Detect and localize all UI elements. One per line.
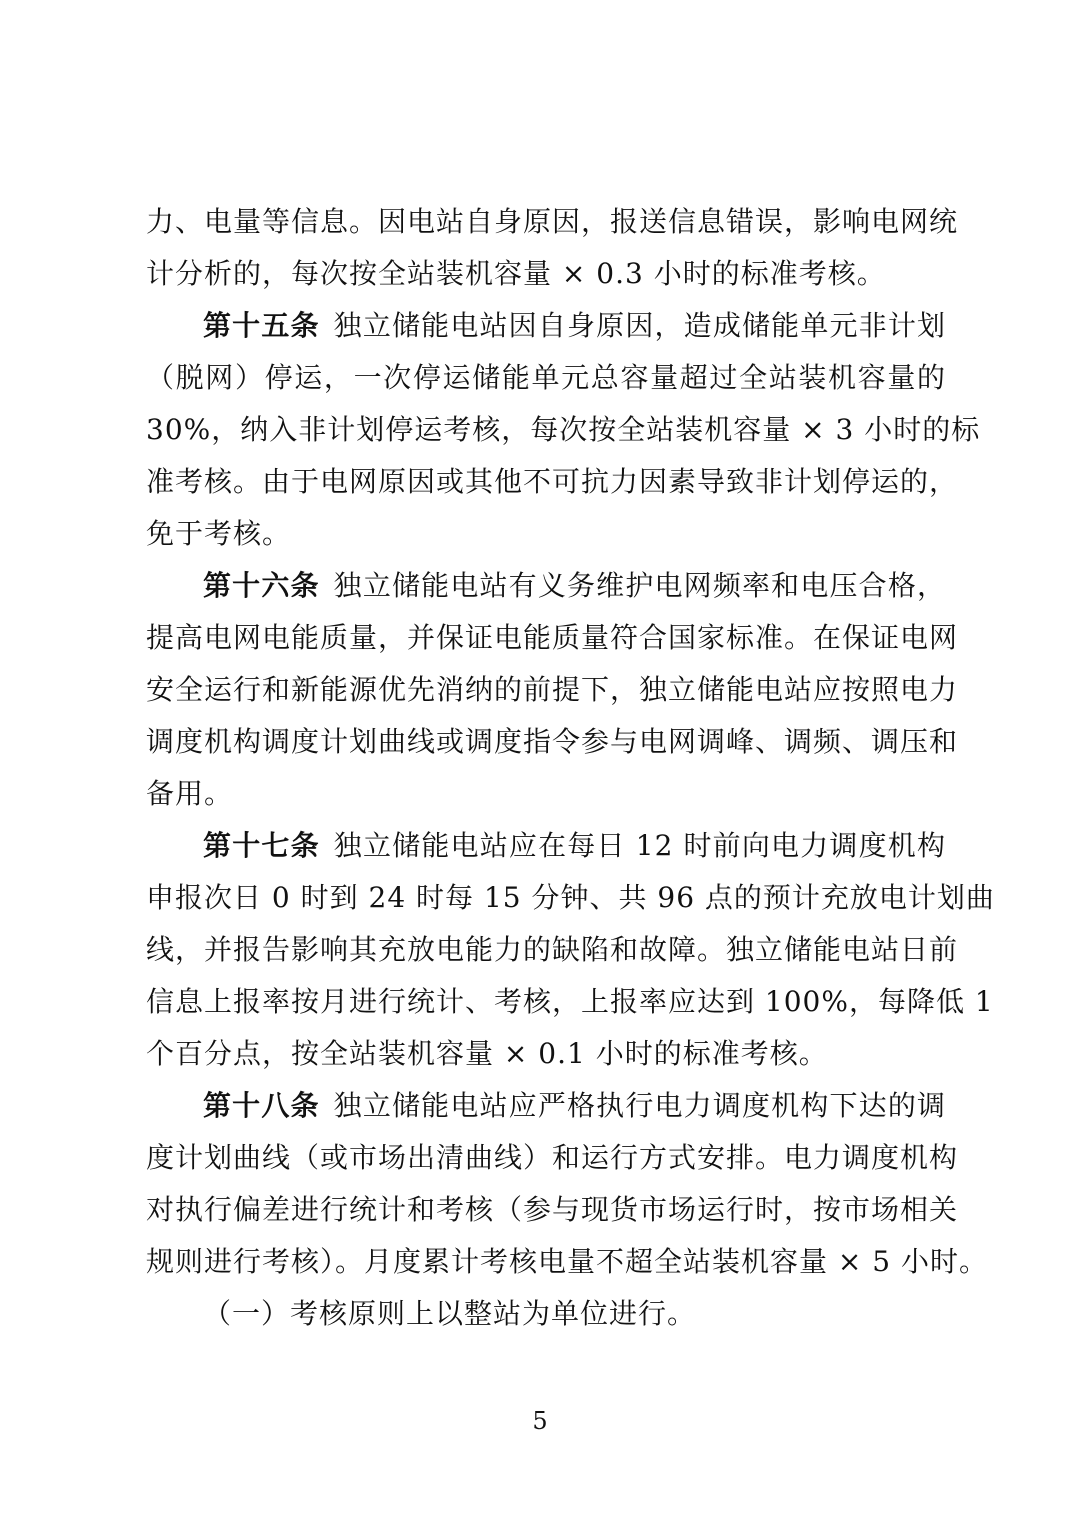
article-heading: 第十五条 bbox=[203, 309, 320, 342]
article-text: 独立储能电站应严格执行电力调度机构下达的调 bbox=[333, 1089, 946, 1122]
sub-clause-1 bbox=[146, 1288, 946, 1340]
article-16 bbox=[146, 560, 959, 820]
text-line: 度计划曲线（或市场出清曲线）和运行方式安排。电力调度机构 bbox=[146, 1141, 959, 1174]
page-number: 5 bbox=[532, 1407, 548, 1435]
article-first-line bbox=[146, 1080, 946, 1132]
article-heading: 第十七条 bbox=[203, 829, 320, 862]
article-text: 独立储能电站因自身原因，造成储能单元非计划 bbox=[333, 309, 946, 342]
text-line: 力、电量等信息。因电站自身原因，报送信息错误，影响电网统 bbox=[146, 205, 959, 238]
article-17 bbox=[146, 820, 995, 1080]
text-line: 申报次日 0 时到 24 时每 15 分钟、共 96 点的预计充放电计划曲 bbox=[146, 881, 995, 914]
text-line: 免于考核。 bbox=[146, 517, 292, 550]
article-text: 独立储能电站应在每日 12 时前向电力调度机构 bbox=[333, 829, 946, 862]
text-line: 备用。 bbox=[146, 777, 234, 810]
article-first-line bbox=[146, 820, 946, 872]
text-line: 准考核。由于电网原因或其他不可抗力因素导致非计划停运的， bbox=[146, 465, 959, 498]
text-line: 信息上报率按月进行统计、考核，上报率应达到 100%，每降低 1 bbox=[146, 985, 994, 1018]
article-15 bbox=[146, 300, 981, 560]
text-line: （脱网）停运，一次停运储能单元总容量超过全站装机容量的 bbox=[146, 361, 946, 394]
text-line: 个百分点，按全站装机容量 × 0.1 小时的标准考核。 bbox=[146, 1037, 828, 1070]
article-18 bbox=[146, 1080, 988, 1288]
article-first-line bbox=[146, 300, 946, 352]
article-heading: 第十六条 bbox=[203, 569, 320, 602]
sub-clause-line: （一）考核原则上以整站为单位进行。 bbox=[203, 1297, 697, 1330]
text-line: 安全运行和新能源优先消纳的前提下，独立储能电站应按照电力 bbox=[146, 673, 959, 706]
text-line: 计分析的，每次按全站装机容量 × 0.3 小时的标准考核。 bbox=[146, 257, 886, 290]
article-heading: 第十八条 bbox=[203, 1089, 320, 1122]
article-first-line bbox=[146, 560, 946, 612]
text-line: 提高电网电能质量，并保证电能质量符合国家标准。在保证电网 bbox=[146, 621, 959, 654]
paragraph-continuation bbox=[146, 196, 959, 300]
text-line: 调度机构调度计划曲线或调度指令参与电网调峰、调频、调压和 bbox=[146, 725, 959, 758]
document-body bbox=[146, 196, 995, 1340]
text-line: 规则进行考核）。月度累计考核电量不超全站装机容量 × 5 小时。 bbox=[146, 1245, 988, 1278]
article-text: 独立储能电站有义务维护电网频率和电压合格， bbox=[333, 569, 946, 602]
text-line: 对执行偏差进行统计和考核（参与现货市场运行时，按市场相关 bbox=[146, 1193, 959, 1226]
text-line: 线，并报告影响其充放电能力的缺陷和故障。独立储能电站日前 bbox=[146, 933, 959, 966]
text-line: 30%，纳入非计划停运考核，每次按全站装机容量 × 3 小时的标 bbox=[146, 413, 981, 446]
